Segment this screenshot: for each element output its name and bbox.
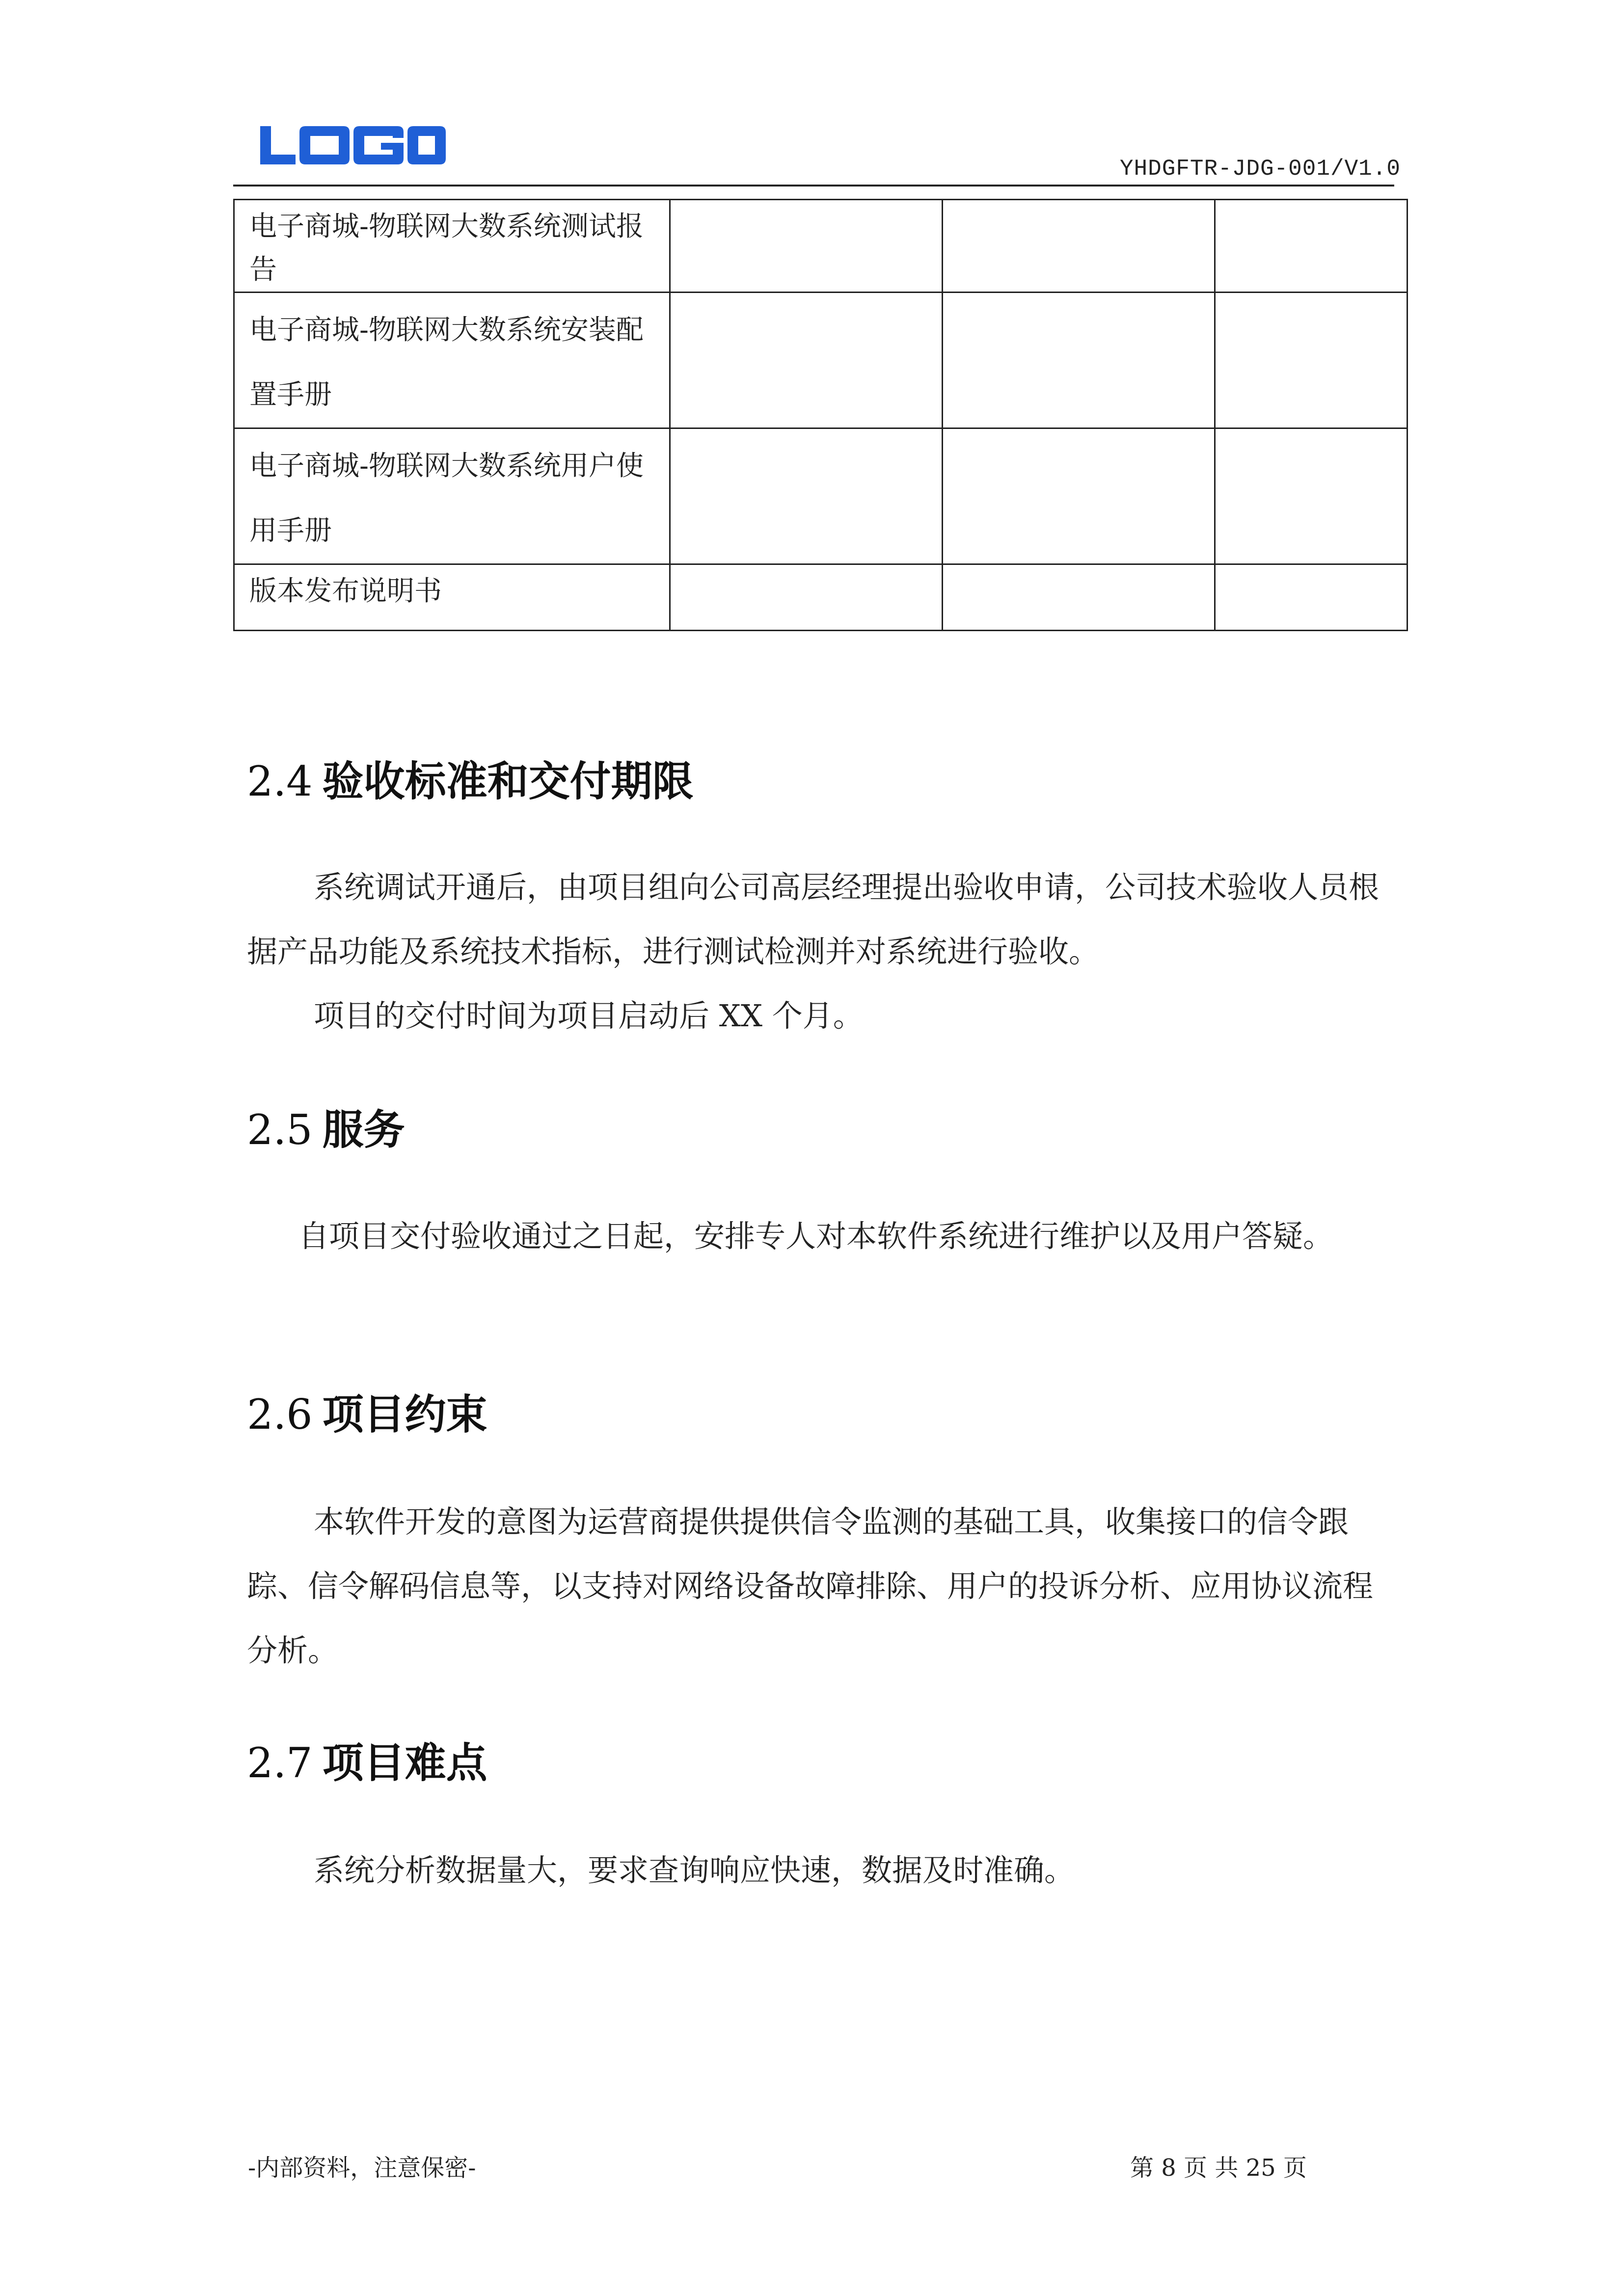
section-heading-2-5: [247, 1097, 405, 1156]
section-heading-2-7: [247, 1730, 487, 1789]
paragraph: 系统分析数据量大，要求查询响应快速，数据及时准确。: [314, 1852, 1075, 1888]
table-cell-name: 电子商城-物联网大数系统安装配置手册: [234, 293, 670, 428]
section-heading-2-6: [247, 1382, 487, 1441]
table-row: [234, 564, 1407, 631]
table-cell: [1215, 293, 1407, 428]
table-cell: [943, 428, 1215, 564]
paragraph: 自项目交付验收通过之日起，安排专人对本软件系统进行维护以及用户答疑。: [298, 1218, 1334, 1254]
section-title: 项目难点: [322, 1739, 487, 1787]
table-cell: [943, 200, 1215, 293]
page-number: 第 8 页 共 25 页: [1130, 2154, 1307, 2182]
table-cell-name: 电子商城-物联网大数系统用户使用手册: [234, 428, 670, 564]
deliverables-table: [233, 199, 1408, 631]
table-cell: [670, 428, 943, 564]
paragraph: 本软件开发的意图为运营商提供提供信令监测的基础工具，收集接口的信令跟踪、信令解码信息等，以支持对网络设备故障排除、用户的投诉分析、应用协议流程分析。: [247, 1504, 1374, 1668]
table-cell: [670, 200, 943, 293]
section-number: 2.4: [247, 757, 313, 805]
section-number: 2.5: [247, 1106, 313, 1154]
section-title: 验收标准和交付期限: [322, 757, 694, 805]
section-body-2-6: [247, 1490, 1396, 1682]
table-cell: [1215, 200, 1407, 293]
section-body-2-4: [247, 855, 1396, 1048]
table-cell: [670, 293, 943, 428]
section-body-2-5: [247, 1204, 1435, 1268]
paragraph: 系统调试开通后，由项目组向公司高层经理提出验收申请，公司技术验收人员根据产品功能及系统技术指标，进行测试检测并对系统进行验收。: [247, 869, 1380, 969]
table-cell: [943, 293, 1215, 428]
section-heading-2-4: [247, 748, 694, 808]
table-row: [234, 428, 1407, 564]
section-title: 项目约束: [322, 1390, 487, 1439]
table-row: [234, 200, 1407, 293]
table-cell: [1215, 428, 1407, 564]
section-number: 2.6: [247, 1390, 313, 1439]
document-code: YHDGFTR-JDG-001/V1.0: [1119, 156, 1401, 182]
confidential-notice: -内部资料，注意保密-: [248, 2154, 476, 2182]
table-cell-name: 电子商城-物联网大数系统测试报告: [234, 200, 670, 293]
table-row: [234, 293, 1407, 428]
section-body-2-7: [247, 1838, 1396, 1902]
section-number: 2.7: [247, 1739, 313, 1787]
section-title: 服务: [322, 1106, 405, 1154]
table-cell: [943, 564, 1215, 631]
table-cell: [1215, 564, 1407, 631]
company-logo: [260, 125, 447, 169]
table-cell: [670, 564, 943, 631]
table-cell-name: 版本发布说明书: [234, 564, 670, 631]
paragraph: 项目的交付时间为项目启动后 XX 个月。: [314, 998, 864, 1034]
header-divider: [233, 185, 1394, 187]
